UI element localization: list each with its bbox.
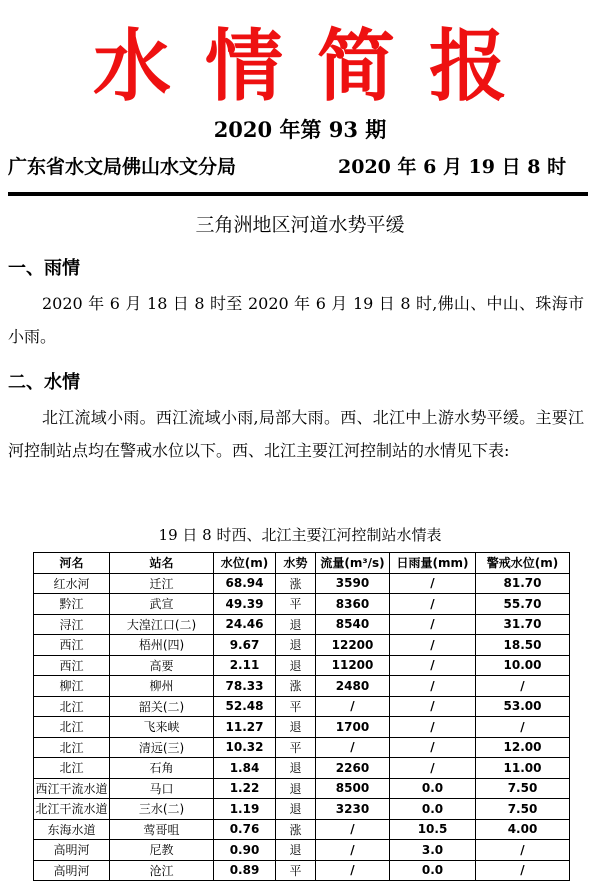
cell-trend: 平 [276,860,316,881]
cell-station: 尼教 [110,840,214,861]
cell-warning-level: 7.50 [476,799,570,820]
cell-station: 清远(三) [110,737,214,758]
cell-station: 沧江 [110,860,214,881]
cell-river: 高明河 [34,860,110,881]
cell-station: 武宣 [110,594,214,615]
cell-river: 柳江 [34,676,110,697]
cell-trend: 平 [276,696,316,717]
cell-flow: / [316,860,390,881]
cell-warning-level: / [476,676,570,697]
cell-daily-rain: / [390,696,476,717]
cell-daily-rain: / [390,737,476,758]
table-row [34,758,570,779]
cell-flow: 3230 [316,799,390,820]
cell-warning-level: 55.70 [476,594,570,615]
cell-flow: 8500 [316,778,390,799]
cell-water-level: 9.67 [214,635,276,656]
table-row [34,819,570,840]
cell-daily-rain: / [390,758,476,779]
cell-trend: 退 [276,717,316,738]
cell-river: 东海水道 [34,819,110,840]
masthead-title: 水情简报 [92,21,541,112]
cell-flow: 8540 [316,614,390,635]
cell-daily-rain: / [390,655,476,676]
cell-station: 大湟江口(二) [110,614,214,635]
cell-warning-level: 53.00 [476,696,570,717]
section-heading-rain: 一、雨情 [8,258,80,279]
table-row [34,655,570,676]
table-row [34,614,570,635]
cell-river: 北江 [34,758,110,779]
cell-station: 三水(二) [110,799,214,820]
cell-river: 北江干流水道 [34,799,110,820]
cell-flow: 2260 [316,758,390,779]
cell-flow: / [316,737,390,758]
cell-trend: 退 [276,778,316,799]
cell-trend: 退 [276,655,316,676]
table-row [34,696,570,717]
cell-river: 西江 [34,635,110,656]
cell-station: 马口 [110,778,214,799]
cell-warning-level: 10.00 [476,655,570,676]
table-header-row [34,553,570,574]
cell-water-level: 0.90 [214,840,276,861]
cell-trend: 退 [276,758,316,779]
cell-warning-level: 18.50 [476,635,570,656]
report-headline: 三角洲地区河道水势平缓 [195,214,405,236]
header-warning-level: 警戒水位(m) [476,553,570,574]
table-row [34,717,570,738]
cell-trend: 涨 [276,819,316,840]
organization-name: 广东省水文局佛山水文分局 [8,156,237,178]
cell-flow: 8360 [316,594,390,615]
issue-number: 2020 年第 93 期 [213,117,387,142]
cell-water-level: 24.46 [214,614,276,635]
water-status-table [33,552,570,881]
cell-station: 石角 [110,758,214,779]
cell-water-level: 11.27 [214,717,276,738]
cell-river: 浔江 [34,614,110,635]
report-date: 2020 年 6 月 19 日 8 时 [338,156,567,178]
rain-paragraph: 2020 年 6 月 18 日 8 时至 2020 年 6 月 19 日 8 时,佛山、中山、珠海市小雨。 [8,294,584,346]
cell-daily-rain: / [390,676,476,697]
water-paragraph: 北江流域小雨。西江流域小雨,局部大雨。西、北江中上游水势平缓。主要江河控制站点均在警戒水位以下。西、北江主要江河控制站的水情见下表: [8,408,584,460]
cell-daily-rain: / [390,594,476,615]
header-trend: 水势 [276,553,316,574]
cell-daily-rain: / [390,717,476,738]
cell-water-level: 68.94 [214,573,276,594]
cell-trend: 退 [276,840,316,861]
table-row [34,594,570,615]
cell-daily-rain: / [390,614,476,635]
cell-river: 黔江 [34,594,110,615]
cell-warning-level: 12.00 [476,737,570,758]
cell-station: 迁江 [110,573,214,594]
table-row [34,860,570,881]
cell-flow: 3590 [316,573,390,594]
cell-daily-rain: 10.5 [390,819,476,840]
cell-warning-level: 81.70 [476,573,570,594]
table-row [34,573,570,594]
table-row [34,737,570,758]
cell-water-level: 1.19 [214,799,276,820]
cell-warning-level: / [476,840,570,861]
cell-flow: / [316,819,390,840]
header-flow: 流量(m³/s) [316,553,390,574]
cell-river: 西江 [34,655,110,676]
header-water-level: 水位(m) [214,553,276,574]
table-row [34,840,570,861]
cell-daily-rain: / [390,635,476,656]
header-divider [8,192,588,196]
cell-trend: 涨 [276,676,316,697]
cell-warning-level: / [476,860,570,881]
cell-station: 韶关(二) [110,696,214,717]
header-river: 河名 [34,553,110,574]
cell-water-level: 2.11 [214,655,276,676]
table-row [34,635,570,656]
cell-water-level: 52.48 [214,696,276,717]
cell-water-level: 0.76 [214,819,276,840]
cell-flow: 1700 [316,717,390,738]
cell-warning-level: 4.00 [476,819,570,840]
cell-warning-level: / [476,717,570,738]
cell-trend: 平 [276,737,316,758]
cell-river: 北江 [34,696,110,717]
cell-trend: 平 [276,594,316,615]
cell-station: 柳州 [110,676,214,697]
cell-water-level: 1.84 [214,758,276,779]
cell-water-level: 49.39 [214,594,276,615]
cell-station: 飞来峡 [110,717,214,738]
cell-water-level: 10.32 [214,737,276,758]
cell-river: 北江 [34,717,110,738]
cell-warning-level: 31.70 [476,614,570,635]
cell-trend: 退 [276,799,316,820]
cell-daily-rain: 3.0 [390,840,476,861]
cell-daily-rain: 0.0 [390,860,476,881]
cell-flow: / [316,840,390,861]
table-caption: 19 日 8 时西、北江主要江河控制站水情表 [158,526,442,544]
cell-station: 莺哥咀 [110,819,214,840]
cell-daily-rain: 0.0 [390,778,476,799]
cell-warning-level: 11.00 [476,758,570,779]
cell-trend: 退 [276,614,316,635]
table-row [34,778,570,799]
table-row [34,799,570,820]
cell-flow: 12200 [316,635,390,656]
section-heading-water: 二、水情 [8,372,80,393]
cell-warning-level: 7.50 [476,778,570,799]
cell-flow: / [316,696,390,717]
cell-river: 西江干流水道 [34,778,110,799]
cell-daily-rain: 0.0 [390,799,476,820]
cell-river: 北江 [34,737,110,758]
cell-river: 红水河 [34,573,110,594]
table-row [34,676,570,697]
cell-trend: 退 [276,635,316,656]
cell-station: 梧州(四) [110,635,214,656]
cell-station: 高要 [110,655,214,676]
header-daily-rain: 日雨量(mm) [390,553,476,574]
cell-river: 高明河 [34,840,110,861]
table-body [34,573,570,881]
cell-water-level: 78.33 [214,676,276,697]
cell-flow: 11200 [316,655,390,676]
cell-water-level: 0.89 [214,860,276,881]
cell-flow: 2480 [316,676,390,697]
cell-trend: 涨 [276,573,316,594]
cell-water-level: 1.22 [214,778,276,799]
header-station: 站名 [110,553,214,574]
cell-daily-rain: / [390,573,476,594]
